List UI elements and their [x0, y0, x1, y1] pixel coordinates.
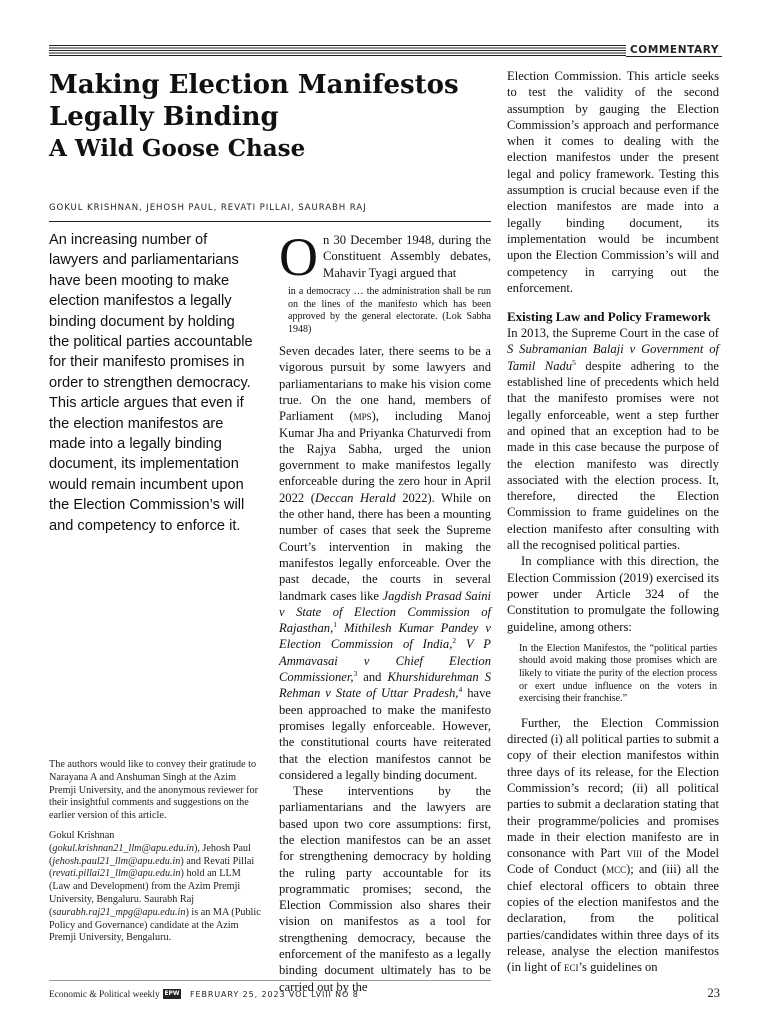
body-column-3	[507, 68, 719, 976]
email-link[interactable]: gokul.krishnan21_llm@apu.edu.in	[52, 842, 194, 854]
footnote-ref[interactable]: 5	[572, 357, 576, 367]
section-heading: Existing Law and Policy Framework	[507, 309, 711, 325]
drop-cap: O	[279, 227, 318, 287]
section-label: COMMENTARY	[630, 44, 720, 56]
block-quote: In the Election Manifestos, the “political parties should avoid making those promises which are likely to vitiate the purity of the election process or exert undue influence on the voters in exercising their franchise.”	[519, 642, 717, 705]
acknowledgement: The authors would like to convey their gratitude to Narayana A and Anshuman Singh at the Azim Premji University, and the anonymous reviewer for their insightful comments and suggestions on the earlier version of this article.	[49, 759, 258, 822]
footnote-ref[interactable]: 3	[353, 668, 358, 678]
author-notes	[49, 759, 261, 952]
footnote-ref[interactable]: 2	[452, 636, 457, 646]
section-label-underline	[626, 56, 722, 57]
case-citation: S Subramanian Balaji v Government of Tamil Nadu	[507, 342, 719, 373]
abstract-paragraph: This article argues that even if the election manifestos are made into a legally binding document, its implementation would remain incumbent upon the Election Commission’s will and competency to enforce it.	[49, 395, 245, 534]
abstract-paragraph: An increasing number of lawyers and parliamentarians have been mooting to make election manifestos a legally binding document by holding the political parties accountable for their manifesto promises in order to strengthen democracy.	[49, 232, 253, 391]
body-paragraph: Further, the Election Commission directed (i) all political parties to submit a copy of their election manifestos within three days of its release, for the Election Commission’s record; (ii) all political parties to submit a declaration stating that their programme/policies and promises made in their election manifesto are in consonance with Part viii of the Model Code of Conduct (mcc); and (iii) all the chief electoral officers to obtain three copies of the election manifestos and the declaration, from the political parties/candidates within three days of its release, analyse the election manifestos (in light of eci’s guidelines on	[507, 715, 720, 975]
abstract	[49, 230, 259, 536]
email-link[interactable]: jehosh.paul21_llm@apu.edu.in	[52, 855, 181, 867]
author-bio: Gokul Krishnan (gokul.krishnan21_llm@apu.edu.in), Jehosh Paul (jehosh.paul21_llm@apu.edu.in) and Revati Pillai (revati.pillai21_llm@apu.edu.in) hold an LLM (Law and Development) from the Azim Premji University, Bengaluru. Saurabh Raj (saurabh.raj21_mpg@apu.edu.in) is an MA (Public Policy and Governance) candidate at the Azim Premji University, Bengaluru.	[49, 829, 261, 944]
email-link[interactable]: saurabh.raj21_mpg@apu.edu.in	[52, 906, 186, 918]
body-column-2	[279, 227, 492, 995]
article-title: Making Election Manifestos Legally Binding	[49, 70, 459, 132]
footnote-ref[interactable]: 1	[333, 619, 337, 629]
case-citation: Khurshidurehman S Rehman v State of Uttar Pradesh,	[279, 670, 492, 701]
case-citation: V P Ammavasai v Chief Election Commissioner,	[279, 637, 492, 685]
issue-info: FEBRUARY 25, 2023 VOL LVIII NO 8	[190, 990, 359, 999]
article-subtitle: A Wild Goose Chase	[49, 135, 306, 162]
case-citation: Jagdish Prasad Saini v State of Election Commission of Rajasthan,	[279, 588, 491, 636]
body-paragraph: Election Commission. This article seeks to test the validity of the second assumption by gauging the Election Commission’s approach and performance when it comes to dealing with the election manifestos under the present legal and policy framework. Testing this assumption is crucial because even if the election manifestos are made into a legally binding document, its implementation would be incumbent upon the Election Commission’s will and competency in carrying out the enforcement.	[507, 69, 719, 295]
body-paragraph: In compliance with this direction, the Election Commission (2019) exercised its power under Article 324 of the Constitution to promulgate the following guideline, among others:	[507, 554, 719, 634]
body-paragraph: Seven decades later, there seems to be a vigorous pursuit by some lawyers and parliamentarians to make his vision come true. On the one hand, members of Parliament (mps), including Manoj Kumar Jha and Priyanka Chaturvedi from the Rajya Sabha, urged the union government to make manifestos legally enforceable during the zero hour in April 2022 (Deccan Herald 2022). While on the other hand, there has been a mounting number of cases that seek the Supreme Court’s intervention in making the manifestos legally enforceable. Over the past decade, the courts in several landmark cases like Jagdish Prasad Saini v State of Election Commission of Rajasthan,$^1$ Mithilesh Kumar Pandey v Election Commission of India,$^2$ V P Ammavasai v Chief Election Commissioner,$^3$ and Khurshidurehman S Rehman v State of Uttar Pradesh,$^4$ have been approached to make the manifesto promises legally enforceable. However, the constitutional courts have reiterated that the election manifestos cannot be considered a legally binding document.	[279, 344, 492, 782]
byline-rule	[49, 221, 491, 222]
block-quote: in a democracy … the administration shall be run on the lines of the manifesto which has been approved by the general electorate. (Lok Sabha 1948)	[288, 285, 491, 336]
intro-paragraph: On 30 December 1948, during the Constituent Assembly debates, Mahavir Tyagi argued that	[279, 227, 491, 287]
journal-name: Economic & Political weekly	[49, 990, 160, 1000]
page-number: 23	[707, 986, 720, 1000]
body-paragraph: In 2013, the Supreme Court in the case of S Subramanian Balaji v Government of Tamil Nadu$^5$ despite adhering to the established line of precedents which held that the manifesto promises were not legally enforceable, went a step further and opined that an exception had to be made in this case because the purpose of the election manifesto was directly associated with the election process. It, therefore, directed the Election Commission to frame guidelines on the election manifesto after consulting with all the recognised political parties.	[507, 326, 719, 553]
body-paragraph: These interventions by the parliamentarians and the lawyers are based upon two core assumptions: first, the election manifestos can be an asset for strengthening democracy by holding the ruling party accountable for its programmatic promises; second, the Election Commission also shares their vision on manifestos as a tool for strengthening democracy, because the enforcement of the manifesto as a legally binding document ultimately has to be carried out by the	[279, 784, 491, 994]
email-link[interactable]: revati.pillai21_llm@apu.edu.in	[52, 868, 181, 880]
case-citation: Mithilesh Kumar Pandey v Election Commission of India,	[279, 621, 491, 652]
footnote-ref[interactable]: 4	[458, 685, 463, 695]
epw-logo: EPW	[164, 990, 180, 997]
header-rule	[49, 45, 626, 56]
author-byline: GOKUL KRISHNAN, JEHOSH PAUL, REVATI PILLAI, SAURABH RAJ	[49, 203, 367, 213]
